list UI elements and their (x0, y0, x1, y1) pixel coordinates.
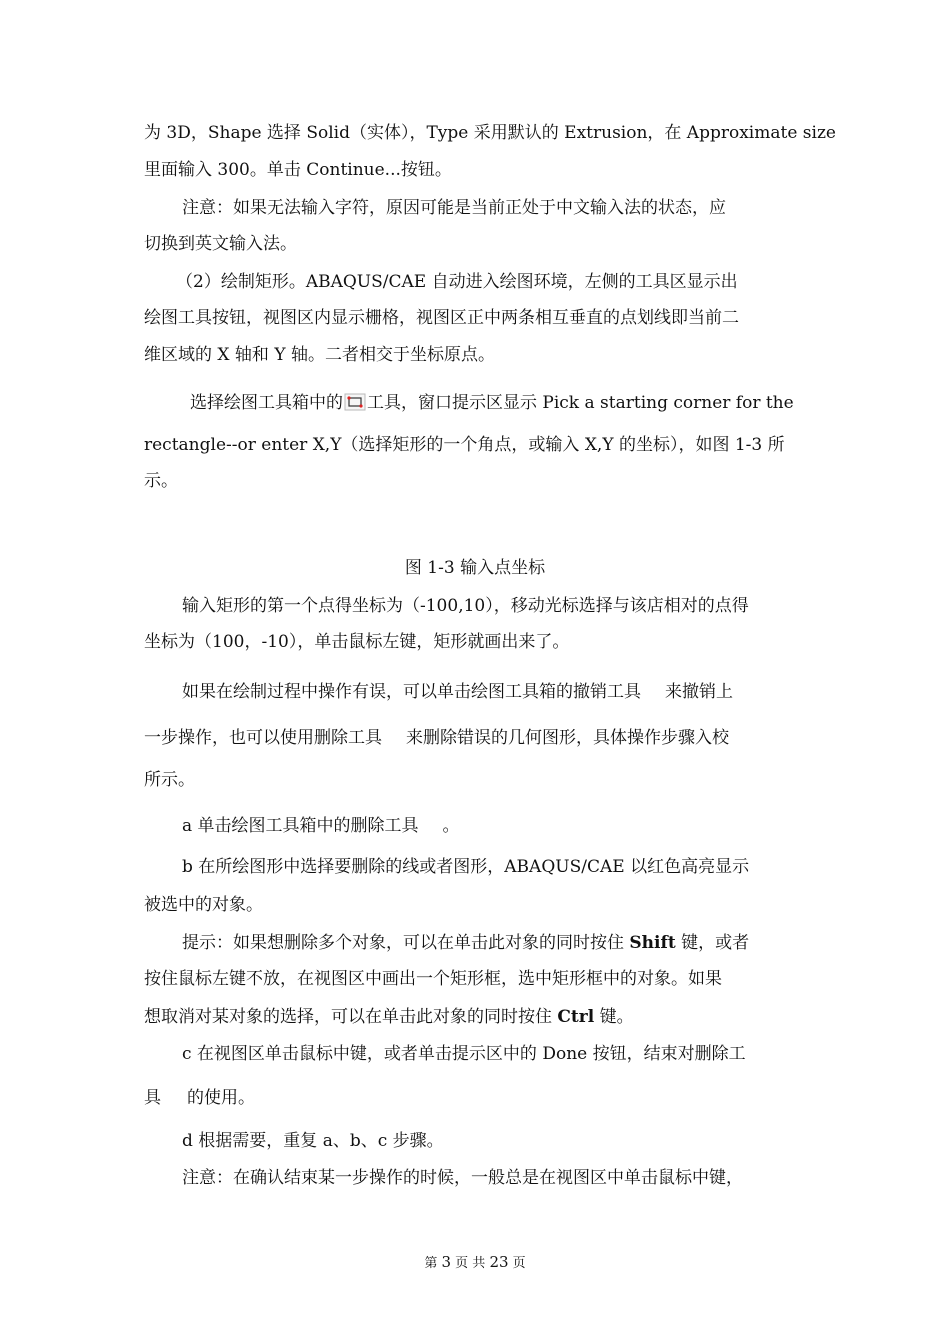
step-d: d 根据需要，重复 a、b、c 步骤。 (182, 1131, 444, 1151)
body-line: rectangle--or enter X,Y（选择矩形的一个角点，或输入 X,Y 的坐标），如图 1-3 所 (144, 435, 785, 455)
body-line: 所示。 (144, 770, 195, 790)
ctrl-key: Ctrl (557, 1007, 595, 1027)
text-segment: 具 (144, 1088, 161, 1108)
step-b: b 在所绘图形中选择要删除的线或者图形，ABAQUS/CAE 以红色高亮显示 (182, 857, 750, 877)
footer-middle: 页 共 (455, 1256, 486, 1271)
body-line (144, 1087, 255, 1109)
rectangle-tool-icon (344, 393, 366, 411)
page-footer (0, 1252, 950, 1271)
body-line: 示。 (144, 471, 178, 491)
text-segment: 的使用。 (187, 1088, 255, 1108)
body-line (182, 681, 733, 703)
text-segment: 。 (442, 816, 460, 836)
text-segment: 键。 (594, 1007, 634, 1027)
figure-caption: 图 1-3 输入点坐标 (404, 558, 546, 578)
note-line: 注意：在确认结束某一步操作的时候，一般总是在视图区中单击鼠标中键， (182, 1168, 743, 1188)
text-segment: a 单击绘图工具箱中的删除工具 (182, 816, 419, 836)
body-line: 输入矩形的第一个点得坐标为（-100,10），移动光标选择与该店相对的点得 (182, 596, 749, 616)
body-line: 绘图工具按钮，视图区内显示栅格，视图区正中两条相互垂直的点划线即当前二 (144, 308, 739, 328)
note-line: 注意：如果无法输入字符，原因可能是当前正处于中文输入法的状态，应 (182, 198, 726, 218)
body-line (144, 727, 729, 749)
footer-prefix: 第 (424, 1256, 438, 1271)
body-line: 里面输入 300。单击 Continue...按钮。 (144, 160, 452, 180)
text-segment: 想取消对某对象的选择，可以在单击此对象的同时按住 (144, 1007, 558, 1027)
text-segment: 如果在绘制过程中操作有误，可以单击绘图工具箱的撤销工具 (182, 682, 641, 702)
shift-key: Shift (629, 933, 676, 953)
total-pages: 23 (489, 1253, 509, 1271)
body-line: （2）绘制矩形。ABAQUS/CAE 自动进入绘图环境，左侧的工具区显示出 (176, 272, 738, 292)
body-line: 为 3D，Shape 选择 Solid（实体），Type 采用默认的 Extrusion，在 Approximate size (144, 123, 836, 143)
body-line: 切换到英文输入法。 (144, 234, 297, 254)
body-line: 按住鼠标左键不放，在视图区中画出一个矩形框，选中矩形框中的对象。如果 (144, 969, 722, 989)
footer-suffix: 页 (512, 1256, 526, 1271)
body-line: 坐标为（100，-10），单击鼠标左键，矩形就画出来了。 (144, 632, 570, 652)
body-line (144, 1006, 634, 1028)
body-line: 被选中的对象。 (144, 895, 263, 915)
text-segment: 来删除错误的几何图形，具体操作步骤入校 (406, 728, 729, 748)
tip-line (182, 932, 749, 954)
step-c: c 在视图区单击鼠标中键，或者单击提示区中的 Done 按钮，结束对删除工 (182, 1044, 746, 1064)
step-a (182, 815, 460, 837)
text-segment: 工具，窗口提示区显示 Pick a starting corner for the (367, 393, 794, 413)
body-line: 维区域的 X 轴和 Y 轴。二者相交于坐标原点。 (144, 345, 495, 365)
body-line (190, 392, 794, 414)
text-segment: 一步操作，也可以使用删除工具 (144, 728, 382, 748)
text-segment: 提示：如果想删除多个对象，可以在单击此对象的同时按住 (182, 933, 630, 953)
text-segment: 选择绘图工具箱中的 (190, 393, 343, 413)
current-page: 3 (441, 1253, 452, 1271)
text-segment: 来撤销上 (665, 682, 733, 702)
text-segment: 键，或者 (675, 933, 750, 953)
